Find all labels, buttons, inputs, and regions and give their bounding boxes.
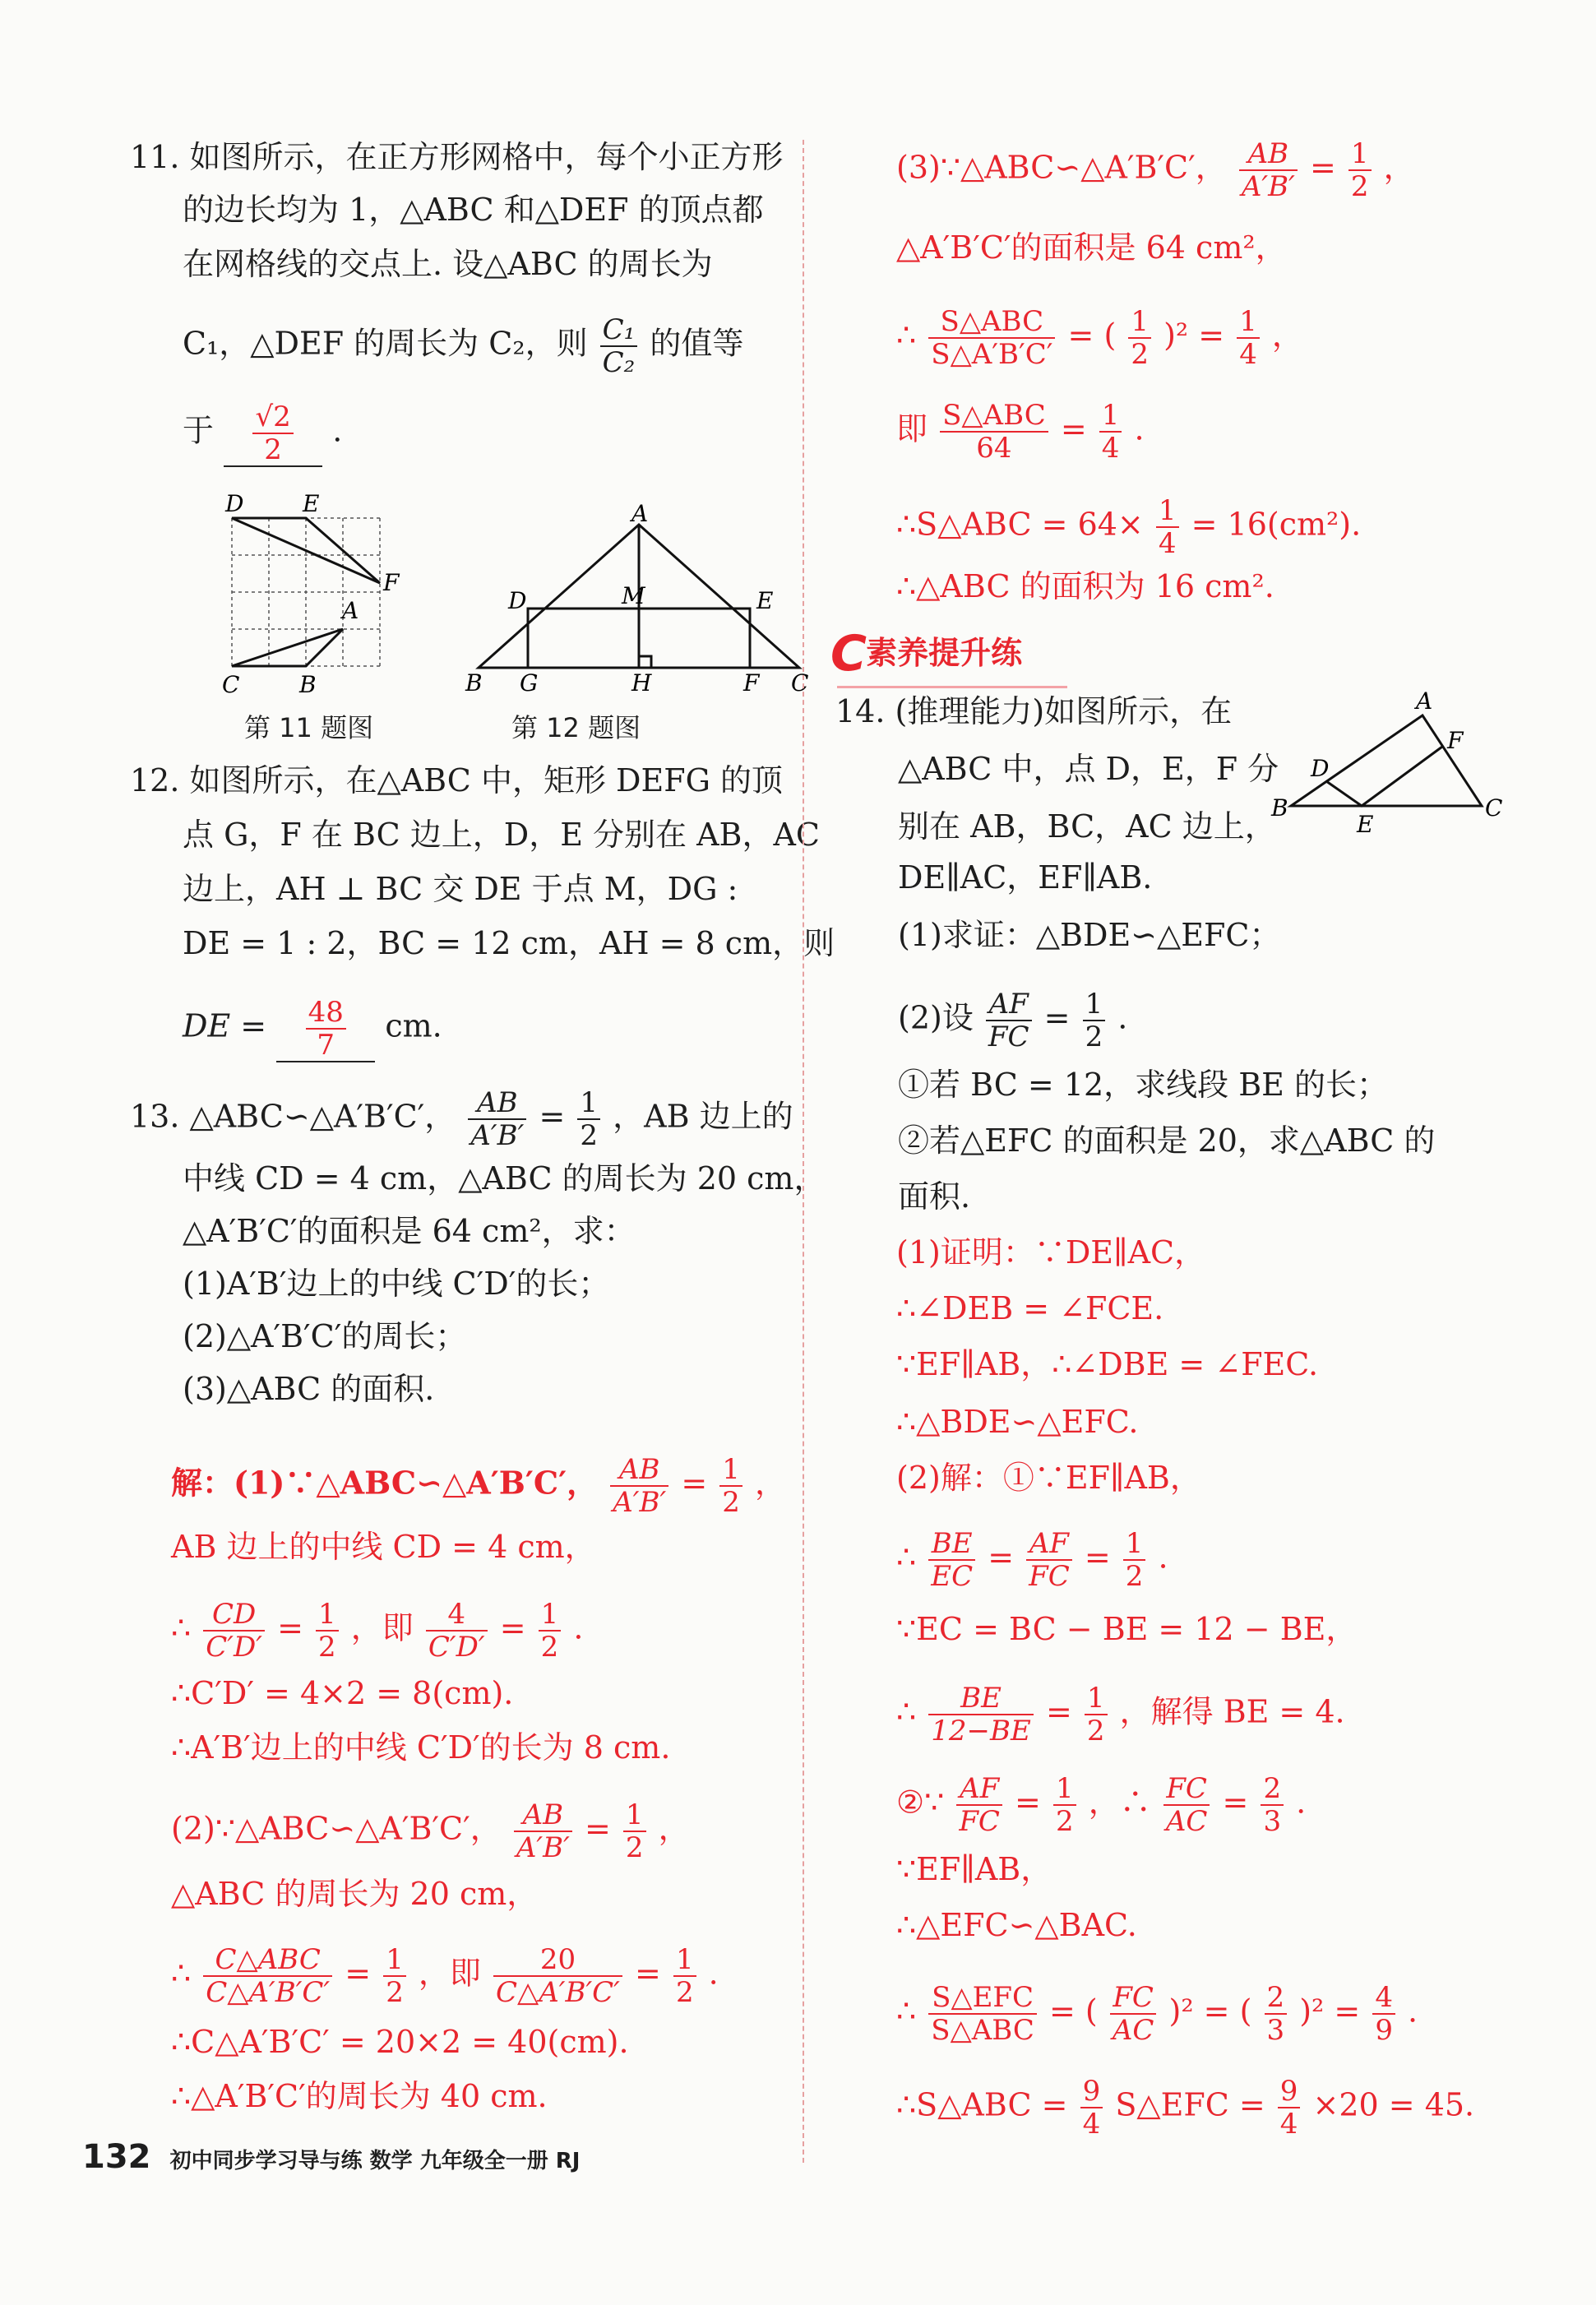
page-number: 132 — [82, 2138, 151, 2176]
sol13-line-9: ∴C△A′B′C′ = 20×2 = 40(cm). — [171, 2024, 629, 2060]
q13-line-6: (3)△ABC 的面积. — [183, 1371, 435, 1407]
sol14-line-7: ∵EC = BC − BE = 12 − BE， — [896, 1611, 1358, 1647]
sol14-line-10: ∵EF∥AB， — [896, 1851, 1052, 1887]
sol14-line-1: (1)证明：∵DE∥AC， — [896, 1234, 1206, 1271]
point-B-label: B — [465, 669, 483, 697]
q12-answer: $\frac{48}{7}$ — [306, 997, 346, 1061]
sol13-line-10: ∴△A′B′C′的周长为 40 cm. — [171, 2078, 548, 2114]
q14-line-3: 别在 AB，BC，AC 边上， — [898, 808, 1276, 845]
section-underline — [837, 686, 1067, 688]
sol13-line-3: ∴ $\frac{CD}{C'D'}$ = $\frac{1}{2}$ ，即 $\frac{4}{C'D'}$ = $\frac{1}{2}$ . — [171, 1598, 584, 1664]
answer-blank — [276, 997, 375, 1062]
q11-line-3: 在网格线的交点上. 设△ABC 的周长为 — [183, 246, 713, 282]
q14-line-6: (2)设 $\frac{AF}{FC}$ = $\frac{1}{2}$ . — [898, 988, 1128, 1053]
point-B-label: B — [299, 671, 317, 698]
point-C-label: C — [222, 671, 240, 698]
point-E-label: E — [303, 493, 320, 517]
sol13-line-8: ∴ $\frac{\text{C△ABC}}{C\triangle A'B'C'}$ = $\frac{1}{2}$ ，即 $\frac{20}{C\triangle A'B'C'}$ = $\frac{1}{2}$ . — [171, 1943, 719, 2009]
sol14-line-12: ∴ $\frac{\text{S△EFC}}{\text{S△ABC}}$ = ( $\frac{FC}{AC}$ )² = ( $\frac{2}{3}$ )² = $\frac{4}{9}$ . — [896, 1981, 1418, 2047]
sol13-line-14: 即 $\frac{\text{S△ABC}}{64}$ = $\frac{1}{4}$ . — [896, 399, 1145, 465]
q11-line-1: 11. 如图所示，在正方形网格中，每个小正方形 — [130, 139, 784, 175]
q13-line-3: △A′B′C′的面积是 64 cm²，求： — [183, 1213, 636, 1249]
q13-line-5: (2)△A′B′C′的周长； — [183, 1318, 467, 1354]
sol14-line-5: (2)解：①∵EF∥AB， — [896, 1460, 1201, 1496]
q11-answer: $\frac{√2}{2}$ — [252, 401, 293, 465]
sol14-line-13: ∴S△ABC = $\frac{9}{4}$ S△EFC = $\frac{9}{4}$ ×20 = 45. — [896, 2075, 1475, 2141]
q11-line-2: 的边长均为 1，△ABC 和△DEF 的顶点都 — [183, 192, 764, 228]
sol13-line-5: ∴A′B′边上的中线 C′D′的长为 8 cm. — [171, 1729, 671, 1766]
sol13-line-15: ∴S△ABC = 64× $\frac{1}{4}$ = 16(cm²). — [896, 494, 1362, 560]
section-letter: C — [830, 625, 867, 683]
sol14-line-4: ∴△BDE∽△EFC. — [896, 1404, 1139, 1440]
point-M-label: M — [622, 582, 645, 609]
figure-11-caption: 第 11 题图 — [244, 712, 374, 743]
point-B-label: B — [1271, 794, 1288, 822]
point-D-label: D — [1311, 755, 1330, 782]
sol13-line-1: 解：(1)∵△ABC∽△A′B′C′， $\frac{AB}{A'B'}$ = $\frac{1}{2}$ ， — [171, 1453, 787, 1519]
sol14-line-8: ∴ $\frac{BE}{12-BE}$ = $\frac{1}{2}$ ，解得 BE = 4. — [896, 1682, 1345, 1747]
sol14-line-3: ∵EF∥AB，∴∠DBE = ∠FEC. — [896, 1346, 1319, 1382]
figure-12-triangle — [454, 493, 816, 699]
q14-line-1: 14. (推理能力)如图所示，在 — [835, 693, 1233, 729]
q14-line-7: ①若 BC = 12，求线段 BE 的长； — [898, 1067, 1388, 1103]
point-G-label: G — [520, 669, 539, 697]
point-C-label: C — [1485, 794, 1503, 822]
book-title: 初中同步学习导与练 数学 九年级全一册 RJ — [169, 2149, 581, 2173]
q14-line-9: 面积. — [898, 1178, 971, 1215]
point-F-label: F — [743, 669, 760, 697]
figure-12-caption: 第 12 题图 — [511, 712, 641, 743]
fraction-c1-c2: $\frac{\text{C₁}}{\text{C₂}}$ — [600, 314, 638, 378]
point-D-label: D — [225, 493, 244, 517]
q12-line-2: 点 G，F 在 BC 边上，D，E 分别在 AB，AC — [183, 817, 820, 853]
point-A-label: A — [342, 597, 359, 624]
point-H-label: H — [631, 669, 652, 697]
sol13-line-11: (3)∵△ABC∽△A′B′C′， $\frac{AB}{A'B'}$ = $\frac{1}{2}$ ， — [896, 137, 1415, 203]
q14-line-4: DE∥AC，EF∥AB. — [898, 859, 1153, 896]
column-divider — [803, 140, 804, 2163]
q12-line-4: DE = 1 : 2，BC = 12 cm，AH = 8 cm，则 — [183, 925, 835, 961]
q13-line-2: 中线 CD = 4 cm，△ABC 的周长为 20 cm， — [183, 1160, 826, 1196]
sol13-line-4: ∴C′D′ = 4×2 = 8(cm). — [171, 1675, 514, 1711]
point-A-label: A — [631, 500, 649, 527]
section-header — [830, 625, 1022, 683]
q11-line-4: C₁，△DEF 的周长为 C₂，则 $\frac{\text{C₁}}{\text{C₂}}$ 的值等 — [183, 313, 744, 379]
q14-line-5: (1)求证：△BDE∽△EFC； — [898, 917, 1281, 953]
section-title: 素养提升练 — [866, 635, 1023, 671]
sol14-line-6: ∴ $\frac{BE}{EC}$ = $\frac{AF}{FC}$ = $\frac{1}{2}$ . — [896, 1527, 1168, 1593]
sol13-line-2: AB 边上的中线 CD = 4 cm， — [171, 1529, 596, 1565]
point-A-label: A — [1416, 691, 1433, 715]
q13-line-4: (1)A′B′边上的中线 C′D′的长； — [183, 1266, 610, 1302]
point-E-label: E — [756, 587, 774, 614]
sol13-line-16: ∴△ABC 的面积为 16 cm². — [896, 568, 1274, 604]
point-E-label: E — [1357, 811, 1374, 838]
sol14-line-2: ∴∠DEB = ∠FCE. — [896, 1290, 1164, 1326]
q12-line-1: 12. 如图所示，在△ABC 中，矩形 DEFG 的顶 — [130, 762, 784, 798]
q13-line-1: 13. △ABC∽△A′B′C′， $\frac{AB}{A'B'}$ = $\frac{1}{2}$ ，AB 边上的 — [130, 1086, 793, 1152]
point-D-label: D — [508, 587, 527, 614]
sol13-line-13: ∴ $\frac{\text{S△ABC}}{S\triangle A'B'C'}$ = ( $\frac{1}{2}$ )² = $\frac{1}{4}$ ， — [896, 305, 1303, 371]
q12-line-5: DE = $\frac{48}{7}$ cm. — [183, 996, 442, 1062]
point-F-label: F — [383, 569, 400, 596]
q11-line-5: 于 $\frac{√2}{2}$ . — [183, 400, 343, 466]
sol14-line-11: ∴△EFC∽△BAC. — [896, 1907, 1137, 1943]
sol13-line-6: (2)∵△ABC∽△A′B′C′， $\frac{AB}{A'B'}$ = $\frac{1}{2}$ ， — [171, 1798, 690, 1864]
figure-14-triangle — [1266, 691, 1513, 839]
q14-line-2: △ABC 中，点 D，E，F 分 — [898, 751, 1279, 787]
answer-blank — [224, 401, 322, 467]
page-footer — [82, 2138, 580, 2176]
q14-line-8: ②若△EFC 的面积是 20，求△ABC 的 — [898, 1122, 1436, 1159]
sol13-line-7: △ABC 的周长为 20 cm， — [171, 1876, 539, 1912]
point-F-label: F — [1447, 727, 1464, 754]
q12-line-3: 边上，AH ⊥ BC 交 DE 于点 M，DG : — [183, 871, 738, 907]
figure-11-grid — [125, 493, 421, 699]
sol13-line-12: △A′B′C′的面积是 64 cm²， — [896, 229, 1287, 266]
point-C-label: C — [791, 669, 809, 697]
sol14-line-9: ②∵ $\frac{AF}{FC}$ = $\frac{1}{2}$ ，∴ $\frac{FC}{AC}$ = $\frac{2}{3}$ . — [896, 1772, 1307, 1838]
